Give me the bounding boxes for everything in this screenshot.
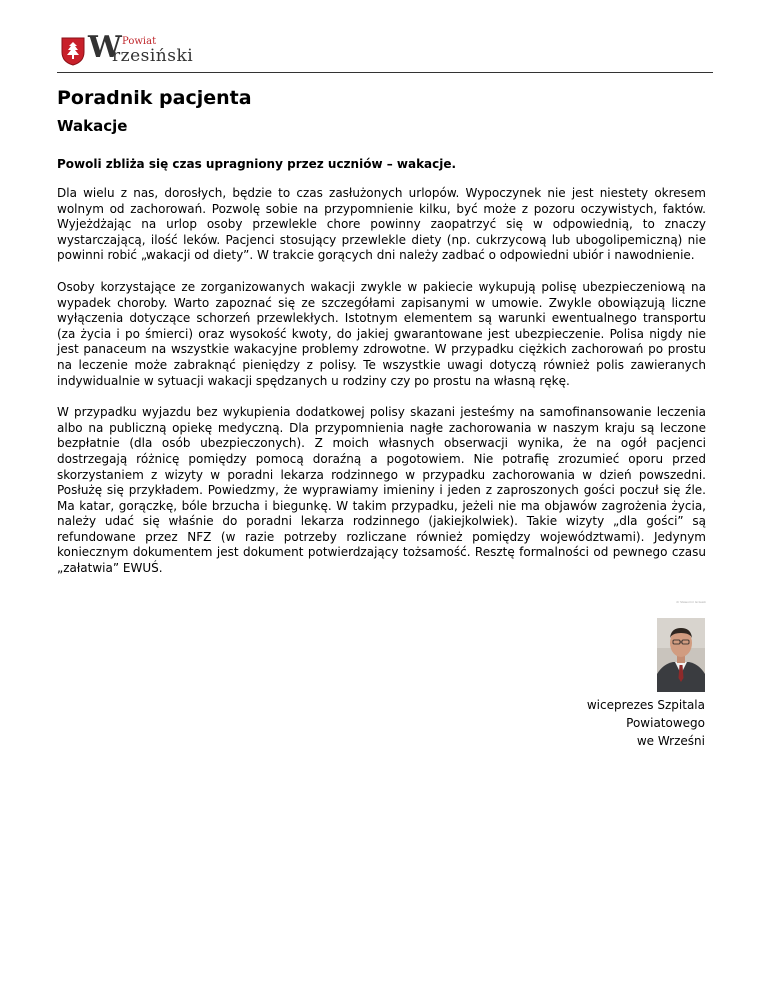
- author-photo: [657, 618, 705, 692]
- caption-line-1: wiceprezes Szpitala: [586, 698, 705, 712]
- paragraph-3: W przypadku wyjazdu bez wykupienia dodatkowej polisy skazani jesteśmy na samofinansowanie leczenia albo na publiczną opiekę medyczną. Dla przypomnienia nagłe zachorowania w naszym kraju są leczone bezpłatnie (dla osób ubezpieczonych). Z moich własnych obserwacji wynika, że na ogół pacjenci dostrzegają różnicę pomiędzy pomocą doraźną a pogotowiem. Nie potrafię zrozumieć oporu przed skorzystaniem z wizyty w poradni lekarza rodzinnego w przypadku zachorowania w dzień powszedni. Posłużę się przykładem. Powiedzmy, że wyprawiamy imieniny i jeden z zaproszonych gości poczuł się źle. Ma katar, gorączkę, bóle brzucha i biegunkę. W takim przypadku, jeżeli nie ma objawów zagrożenia życia, należy udać się właśnie do poradni lekarza rodzinnego (jakiejkolwiek). Takie wizyty „dla gości” są refundowane przez NFZ (w razie potrzeby rozliczane również pomiędzy województwami). Jedynym koniecznym dokumentem jest dokument potwierdzający tożsamość. Resztę formalności od pewnego czasu „załatwia” EWUŚ.: [57, 405, 706, 576]
- logo-wordmark: [88, 30, 218, 66]
- caption-line-2: Powiatowego: [626, 716, 705, 730]
- article: [57, 86, 706, 577]
- lead-sentence: Powoli zbliża się czas upragniony przez uczniów – wakacje.: [57, 157, 457, 171]
- coat-of-arms-icon: [60, 36, 86, 66]
- author-caption: [587, 696, 705, 750]
- page-subtitle: Wakacje: [57, 117, 128, 135]
- caption-line-3: we Wrześni: [636, 734, 705, 748]
- logo-wrzesinski: rzesiński: [112, 46, 194, 66]
- paragraph-1: Dla wielu z nas, dorosłych, będzie to czas zasłużonych urlopów. Wypoczynek nie jest niestety okresem wolnym od zachorowań. Pozwolę sobie na przypomnienie kilku, być może z pozoru oczywistych, faktów. Wyjeżdżając na urlop osoby przewlekle chore powinny zaopatrzyć się w odpowiednią, to znaczy wystarczającą, ilość leków. Pacjenci stosujący przewlekle diety (np. cukrzycową lub ubogolipemiczną) nie powinni robić „wakacji od diety”. W trakcie gorących dni należy zadbać o odpowiedni ubiór i nawodnienie.: [57, 186, 706, 263]
- logo-powiat: Powiat: [122, 36, 157, 47]
- page-header: [57, 30, 713, 73]
- logo[interactable]: [60, 30, 218, 66]
- page-title: Poradnik pacjenta: [57, 87, 252, 109]
- paragraph-2: Osoby korzystające ze zorganizowanych wakacji zwykle w pakiecie wykupują polisę ubezpieczeniową na wypadek choroby. Warto zapoznać się ze szczegółami zapisanymi w umowie. Zwykle obowiązują liczne wyłączenia dotyczące schorzeń przewlekłych. Istotnym elementem są warunki ewentualnego transportu (za życia i po śmierci) oraz wysokość kwoty, do jakiej gwarantowane jest ubezpieczenie. Polisa nigdy nie jest panaceum na wszystkie wakacyjne problemy zdrowotne. W przypadku ciężkich zachorowań po prostu na leczenie może zabraknąć pieniędzy z polisy. Te wszystkie uwagi dotyczą również polis zawieranych indywidualnie w sytuacji wakacji spędzanych u rodziny czy po prostu na własną rękę.: [57, 279, 706, 388]
- author-note: dr Sławomir Grzesik: [676, 600, 707, 604]
- logo-letter-w: W: [88, 30, 122, 65]
